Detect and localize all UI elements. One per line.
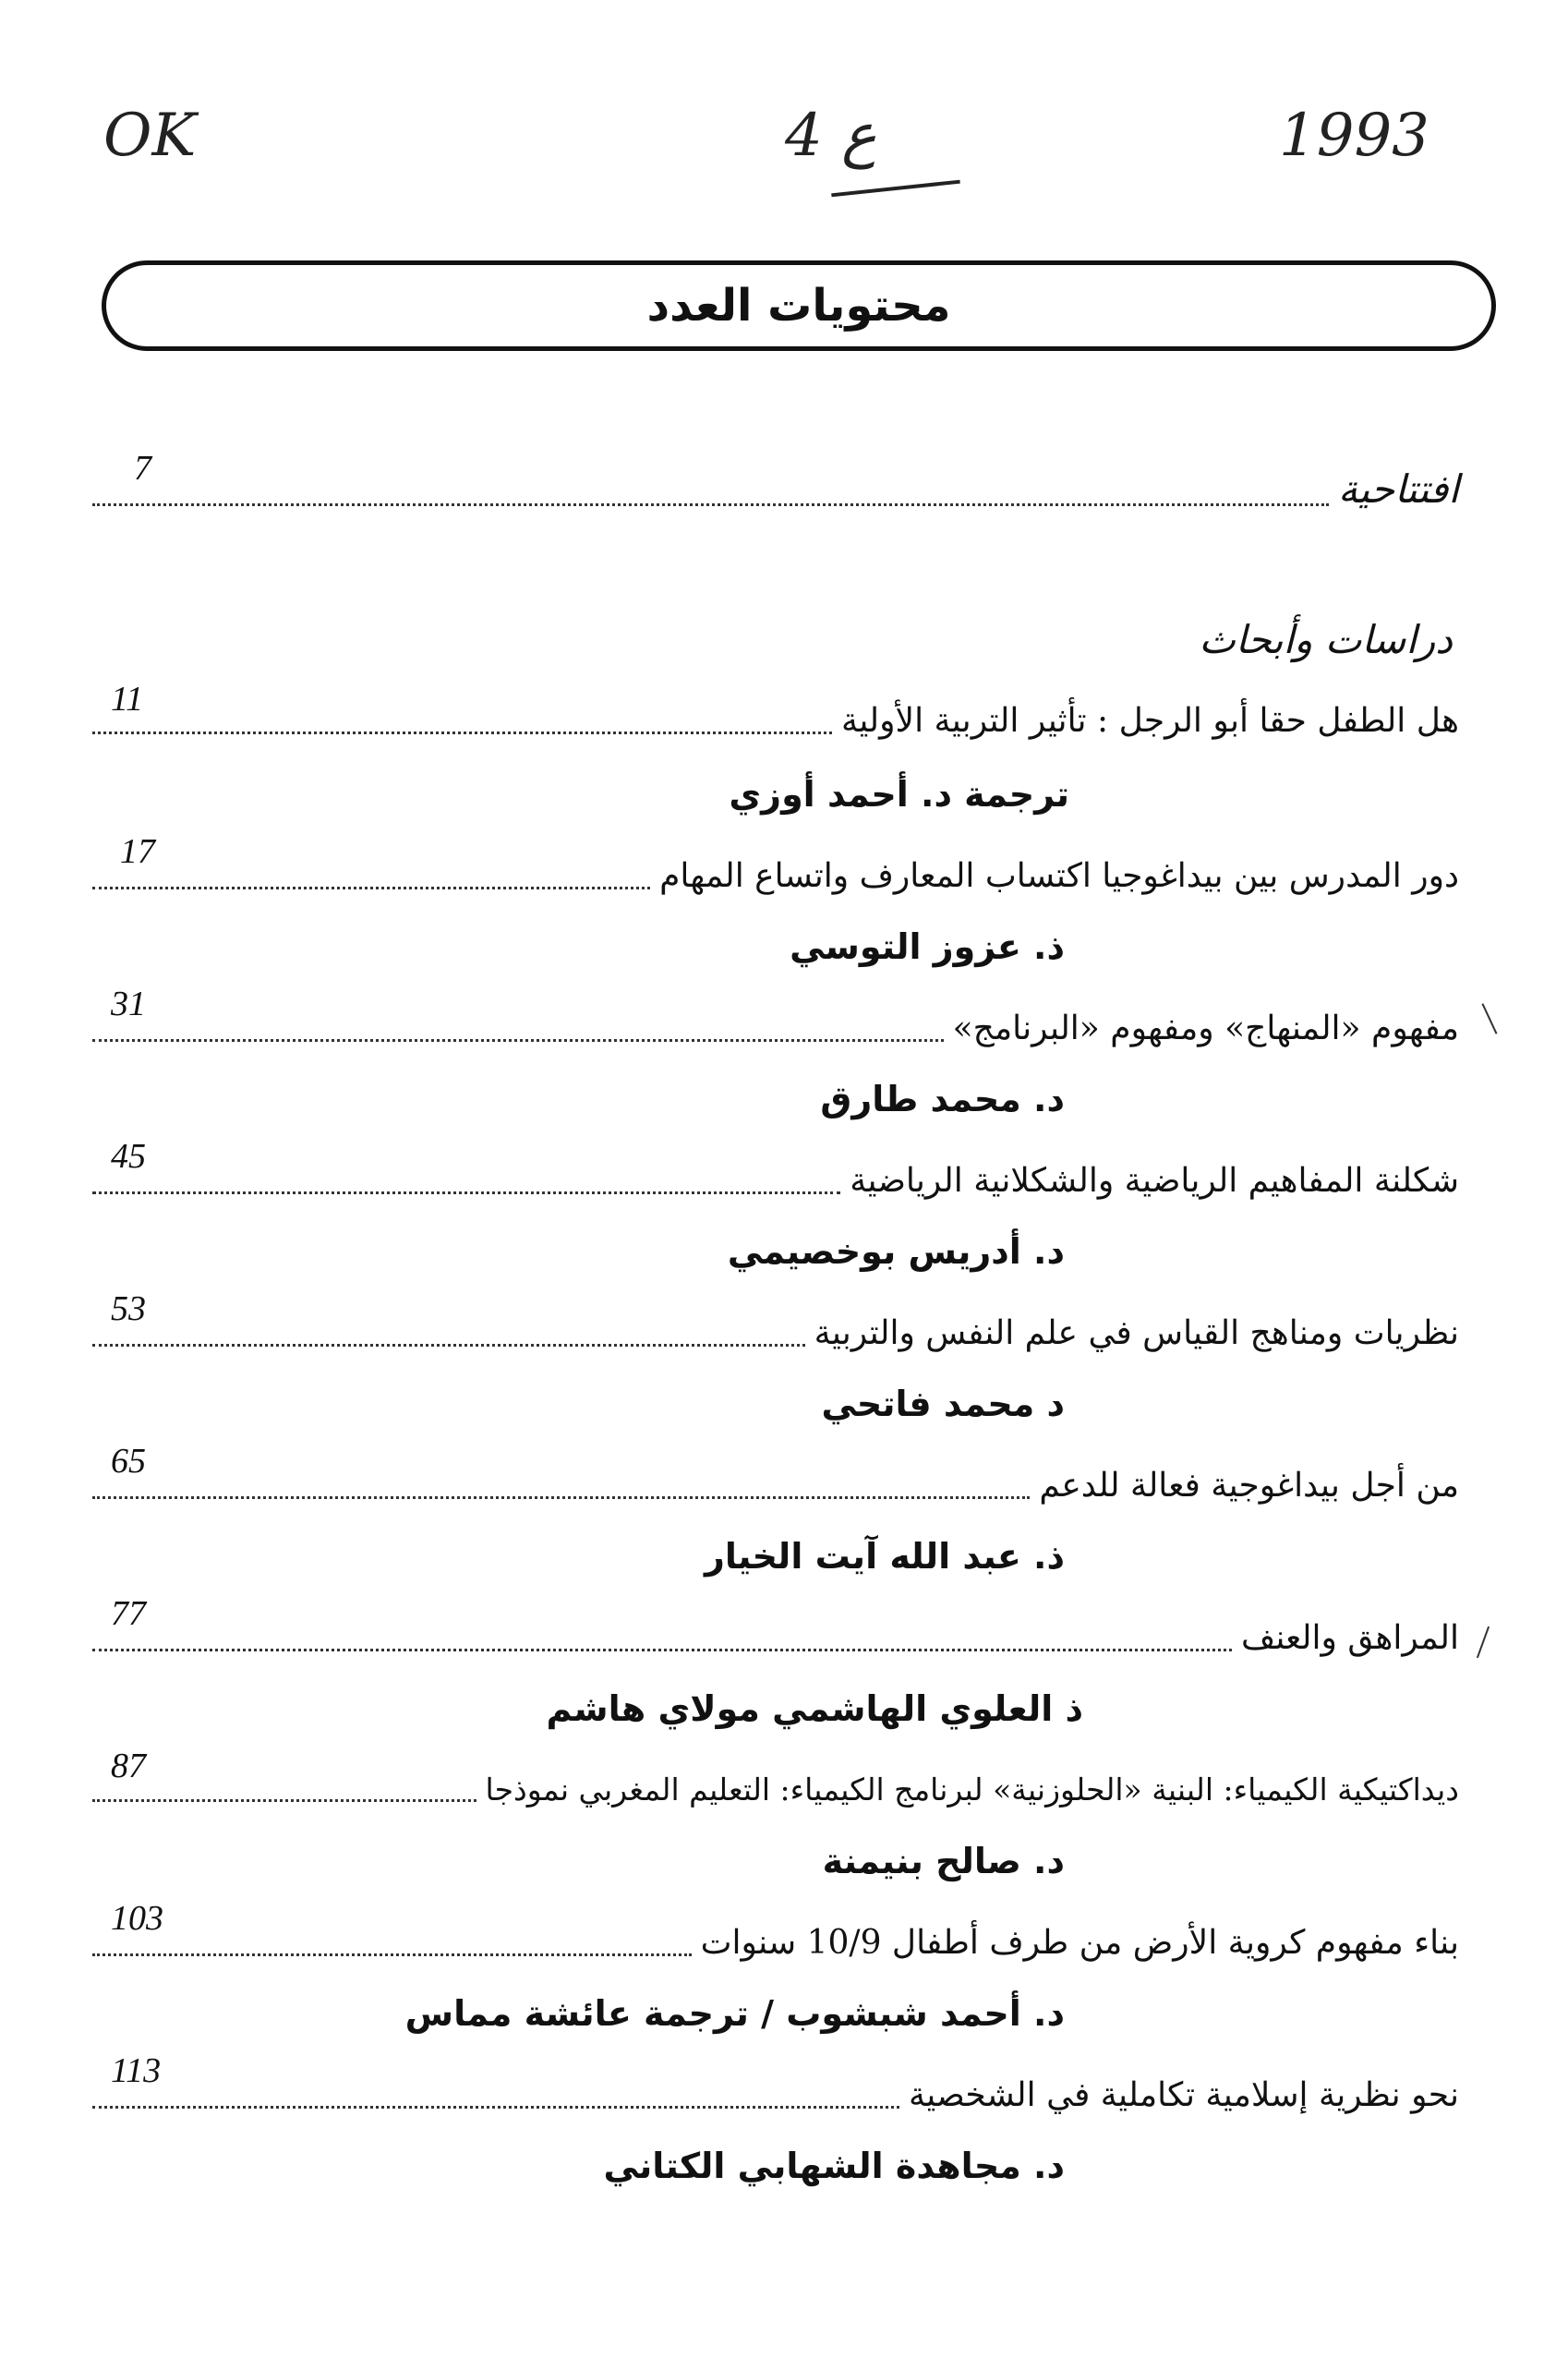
handwritten-year-note: 1993 (1279, 102, 1429, 170)
dot-leader (92, 1496, 1030, 1499)
toc-entry-title: نظريات ومناهج القياس في علم النفس والتربية (814, 1314, 1459, 1352)
toc-entry-title: ديداكتيكية الكيمياء: البنية «الحلوزنية» لبرنامج الكيمياء: التعليم المغربي نموذجا (485, 1771, 1459, 1808)
toc-entry[interactable] (92, 680, 1459, 740)
toc-page-number: 65 (111, 1442, 146, 1481)
toc-entry-title: من أجل بيداغوجية فعالة للدعم (1039, 1467, 1459, 1505)
toc-entry-author: ذ. عزوز التوسي (790, 926, 1065, 967)
toc-entry[interactable] (92, 1137, 1459, 1200)
toc-page-number: 45 (111, 1137, 146, 1176)
dot-leader (92, 887, 650, 889)
toc-entry-author: د. أحمد شبشوب / ترجمة عائشة مماس (404, 1993, 1065, 2034)
toc-entry[interactable] (92, 832, 1459, 895)
contents-title-frame (102, 260, 1496, 351)
toc-entry-title: مفهوم «المنهاج» ومفهوم «البرنامج» (952, 1010, 1459, 1047)
toc-entry[interactable] (92, 1289, 1459, 1352)
toc-entry[interactable] (92, 2051, 1459, 2114)
dot-leader (92, 1191, 840, 1194)
toc-entry-title: دور المدرس بين بيداغوجيا اكتساب المعارف واتساع المهام (659, 857, 1459, 895)
dot-leader (92, 1344, 805, 1347)
toc-entry-author: ذ. عبد الله آيت الخيار (705, 1536, 1065, 1577)
toc-entry-title: نحو نظرية إسلامية تكاملية في الشخصية (908, 2076, 1459, 2114)
contents-title: محتويات العدد (646, 280, 951, 332)
toc-entry-title: هل الطفل حقا أبو الرجل : تأثير التربية الأولية (841, 702, 1459, 740)
dot-leader (92, 503, 1329, 506)
toc-page-number: 7 (134, 449, 151, 488)
dot-leader (92, 732, 832, 734)
toc-page-number: 11 (111, 680, 144, 719)
dot-leader (92, 1799, 476, 1802)
margin-mark (1481, 1003, 1497, 1034)
section-heading: دراسات وأبحاث (1199, 617, 1453, 662)
dot-leader (92, 1649, 1232, 1651)
toc-entry-author: د. أدريس بوخصيمي (727, 1231, 1065, 1272)
toc-entry-title: المراهق والعنف (1241, 1619, 1459, 1657)
toc-entry-title: شكلنة المفاهيم الرياضية والشكلانية الرياضية (850, 1162, 1459, 1200)
toc-entry-author: د محمد فاتحي (821, 1384, 1065, 1424)
toc-entry-title: افتتاحية (1337, 466, 1459, 512)
dot-leader (92, 1039, 944, 1042)
dot-leader (92, 2106, 899, 2109)
toc-entry-opening[interactable] (92, 449, 1459, 512)
handwritten-issue-note: ع 4 (785, 102, 877, 170)
toc-page-number: 31 (111, 985, 146, 1023)
handwritten-ok-note: OK (103, 102, 197, 170)
toc-entry[interactable] (92, 1899, 1459, 1962)
margin-mark (1477, 1626, 1490, 1659)
toc-entry-title: بناء مفهوم كروية الأرض من طرف أطفال 10/9 سنوات (700, 1924, 1459, 1962)
toc-page-number: 53 (111, 1289, 146, 1328)
toc-entry-author: د. صالح بنيمنة (822, 1841, 1065, 1881)
toc-entry[interactable] (92, 1594, 1459, 1657)
toc-entry[interactable] (92, 1442, 1459, 1505)
dot-leader (92, 1953, 692, 1956)
toc-page-number: 113 (111, 2051, 162, 2090)
toc-page-number: 87 (111, 1747, 146, 1785)
toc-entry-author: ترجمة د. أحمد أوزي (729, 774, 1069, 815)
toc-entry-author: ذ العلوي الهاشمي مولاي هاشم (546, 1688, 1083, 1729)
toc-entry-author: د. مجاهدة الشهابي الكتاني (603, 2146, 1065, 2186)
toc-entry-author: د. محمد طارق (820, 1079, 1065, 1119)
toc-page-number: 77 (111, 1594, 146, 1633)
handwritten-underline (831, 180, 960, 198)
toc-page-number: 17 (120, 832, 155, 871)
toc-entry[interactable] (92, 985, 1459, 1047)
toc-page-number: 103 (111, 1899, 163, 1938)
toc-entry[interactable] (92, 1747, 1459, 1808)
